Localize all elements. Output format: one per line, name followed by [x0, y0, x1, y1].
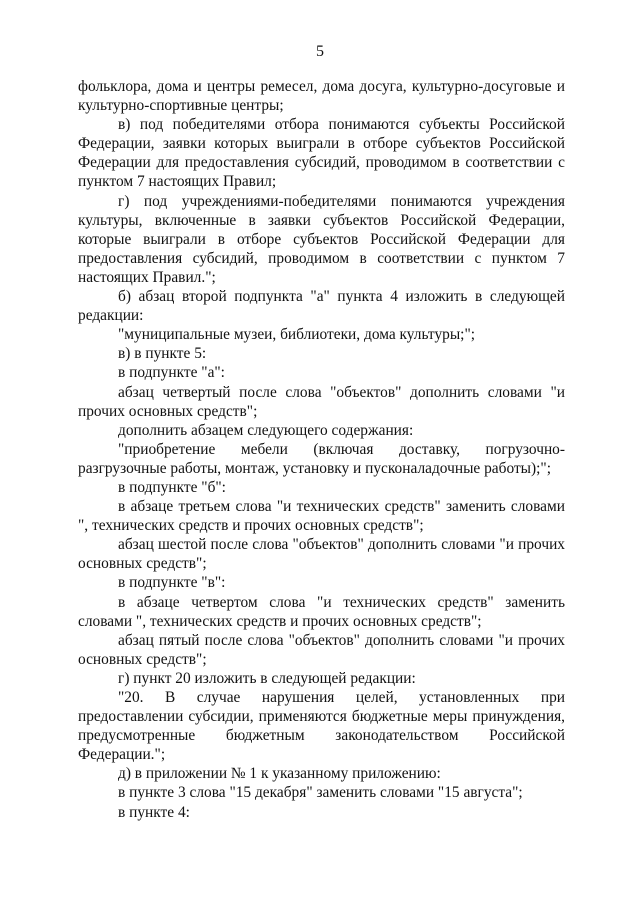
- paragraph-point-4: в пункте 4:: [118, 803, 190, 821]
- paragraph-sixth-abzac: абзац шестой после слова "объектов" дополнить словами "и прочих основных средств";: [78, 536, 565, 573]
- paragraph-item-g: г) под учреждениями-победителями понимаются учреждения культуры, включенные в заявки субъектов Российской Федерации, которые выиграли в отборе субъектов Российской Федерации для предоставления субсидий, проводимом в соответствии с пунктом 7 настоящих Правил.";: [78, 192, 565, 286]
- paragraph-fifth-abzac: абзац пятый после слова "объектов" дополнить словами "и прочих основных средств";: [78, 631, 565, 668]
- paragraph-item-v: в) под победителями отбора понимаются субъекты Российской Федерации, заявки которых выиграли в отборе субъектов Российской Федерации для предоставления субсидий, проводимом в соответствии с пунктом 7 настоящих Правил;: [78, 116, 565, 191]
- paragraph-quote-furniture: "приобретение мебели (включая доставку, погрузочно-разгрузочные работы, монтаж, установку и пусконаладочные работы);";: [78, 440, 565, 477]
- paragraph-fourth-abzac: абзац четвертый после слова "объектов" дополнить словами "и прочих основных средств";: [78, 383, 565, 420]
- paragraph-item-v-point-5: в) в пункте 5:: [118, 345, 207, 363]
- paragraph-item-g-point-20: г) пункт 20 изложить в следующей редакции:: [118, 669, 416, 687]
- paragraph-quote-museums: "муниципальные музеи, библиотеки, дома культуры;";: [118, 326, 476, 344]
- paragraph-third-abzac: в абзаце третьем слова "и технических средств" заменить словами ", технических средств и прочих основных средств";: [78, 498, 565, 535]
- paragraph-subpoint-a: в подпункте "а":: [118, 364, 225, 382]
- paragraph-item-d: д) в приложении № 1 к указанному приложению:: [118, 765, 441, 783]
- paragraph-fourth-abzac-v: в абзаце четвертом слова "и технических средств" заменить словами ", технических средств и прочих основных средств";: [78, 593, 565, 630]
- paragraph-subpoint-v: в подпункте "в":: [118, 574, 226, 592]
- paragraph-quote-point-20: "20. В случае нарушения целей, установленных при предоставлении субсидии, применяются бюджетные меры принуждения, предусмотренные бюджетным законодательством Российской Федерации.";: [78, 689, 565, 764]
- document-body: [78, 77, 565, 822]
- page-number: 5: [316, 43, 324, 60]
- paragraph-item-b: б) абзац второй подпункта "а" пункта 4 изложить в следующей редакции:: [78, 288, 565, 325]
- paragraph-continuation: фольклора, дома и центры ремесел, дома досуга, культурно-досуговые и культурно-спортивные центры;: [78, 78, 565, 115]
- paragraph-point-3: в пункте 3 слова "15 декабря" заменить словами "15 августа";: [118, 784, 523, 802]
- paragraph-add-abzac: дополнить абзацем следующего содержания:: [118, 421, 414, 439]
- paragraph-subpoint-b: в подпункте "б":: [118, 478, 226, 496]
